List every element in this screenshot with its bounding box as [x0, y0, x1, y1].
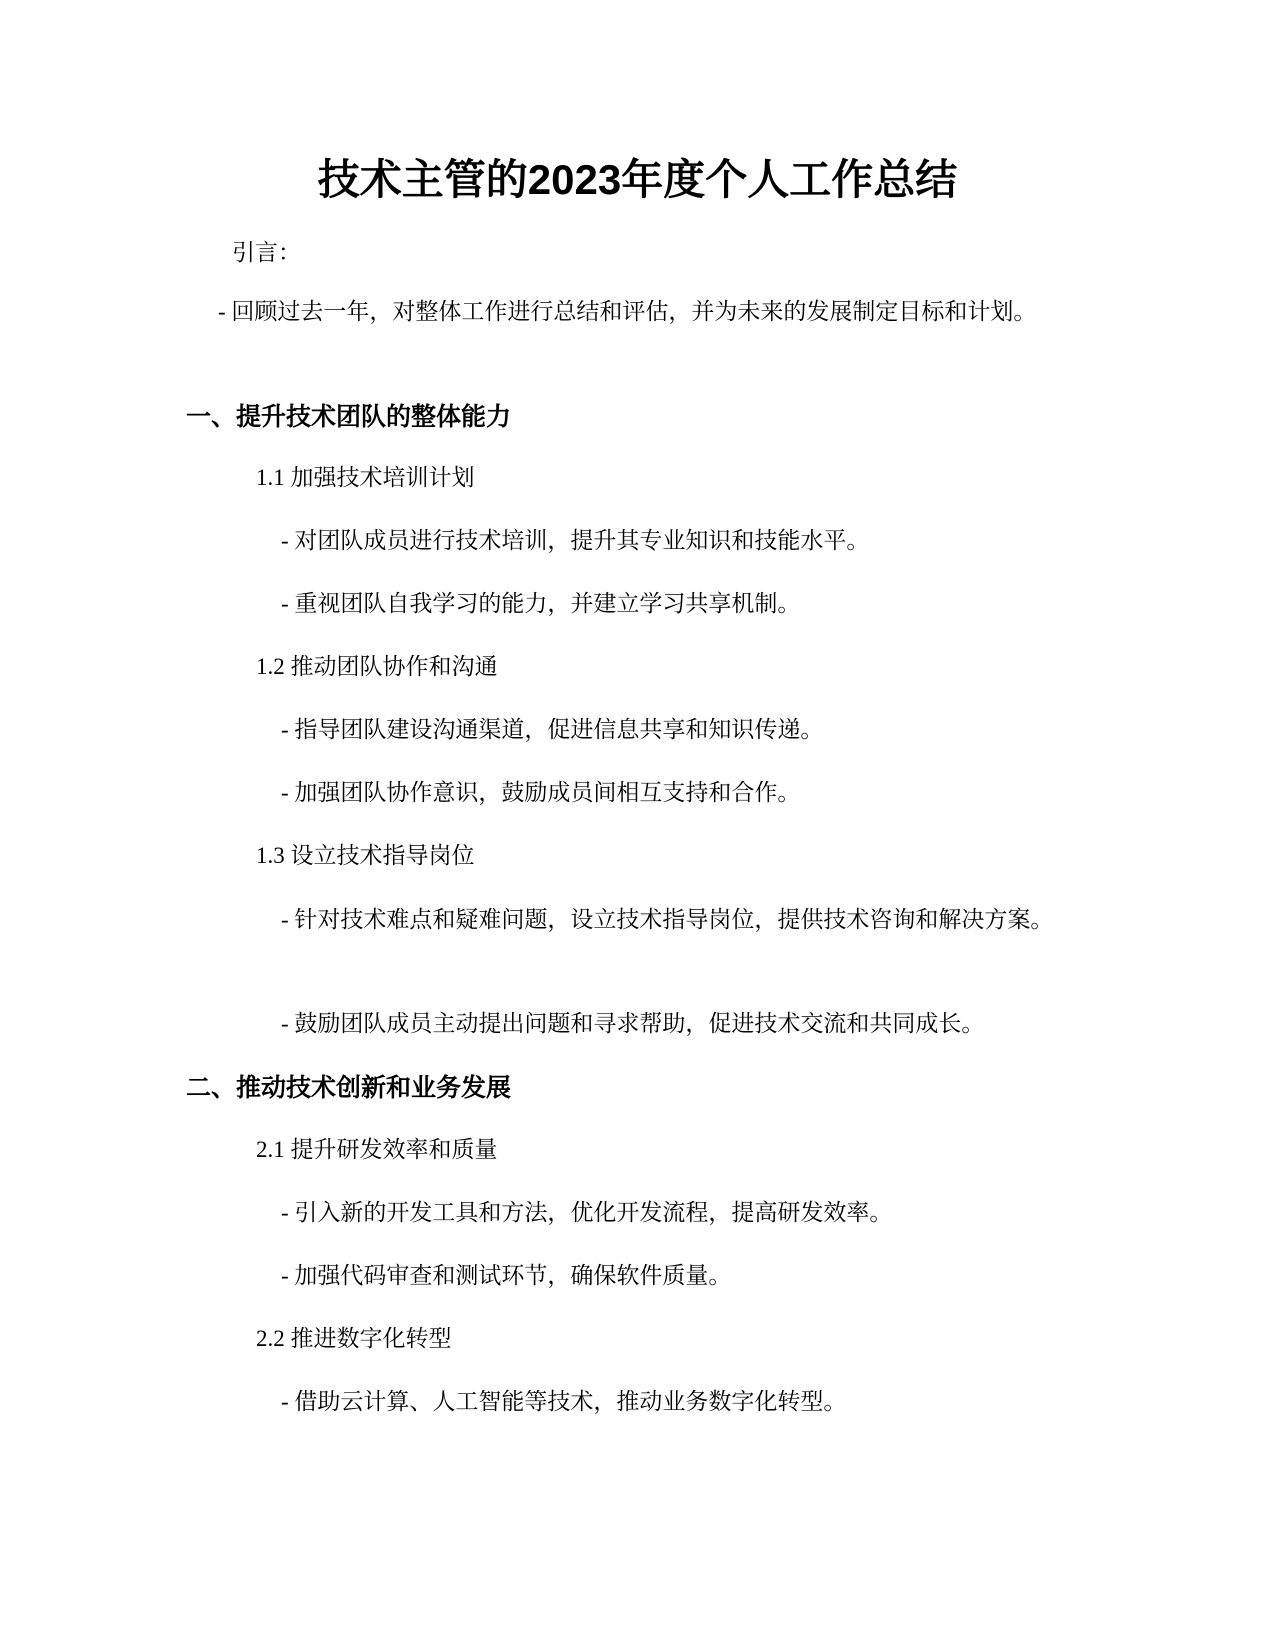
list-item: - 针对技术难点和疑难问题，设立技术指导岗位，提供技术咨询和解决方案。: [281, 907, 1054, 932]
subsection-title-1-1: 1.1 加强技术培训计划: [256, 465, 475, 490]
list-item: - 对团队成员进行技术培训，提升其专业知识和技能水平。: [281, 528, 870, 553]
intro-label: 引言：: [232, 240, 301, 265]
subsection-title-1-3: 1.3 设立技术指导岗位: [256, 843, 475, 868]
subsection-title-2-2: 2.2 推进数字化转型: [256, 1326, 452, 1351]
subsection-title-1-2: 1.2 推动团队协作和沟通: [256, 654, 498, 679]
list-item: - 重视团队自我学习的能力，并建立学习共享机制。: [281, 591, 801, 616]
subsection-title-2-1: 2.1 提升研发效率和质量: [256, 1137, 498, 1162]
section-heading-1: 一、提升技术团队的整体能力: [186, 403, 512, 431]
list-item: - 引入新的开发工具和方法，优化开发流程，提高研发效率。: [281, 1200, 893, 1225]
list-item: - 指导团队建设沟通渠道，促进信息共享和知识传递。: [281, 717, 824, 742]
list-item: - 加强团队协作意识，鼓励成员间相互支持和合作。: [281, 780, 801, 805]
list-item: - 借助云计算、人工智能等技术，推动业务数字化转型。: [281, 1389, 847, 1414]
list-item: - 鼓励团队成员主动提出问题和寻求帮助，促进技术交流和共同成长。: [281, 1011, 985, 1036]
document-title: 技术主管的2023年度个人工作总结: [317, 156, 958, 203]
list-item: - 加强代码审查和测试环节，确保软件质量。: [281, 1263, 732, 1288]
section-heading-2: 二、推动技术创新和业务发展: [186, 1074, 512, 1102]
intro-text: - 回顾过去一年，对整体工作进行总结和评估，并为未来的发展制定目标和计划。: [218, 299, 1037, 324]
